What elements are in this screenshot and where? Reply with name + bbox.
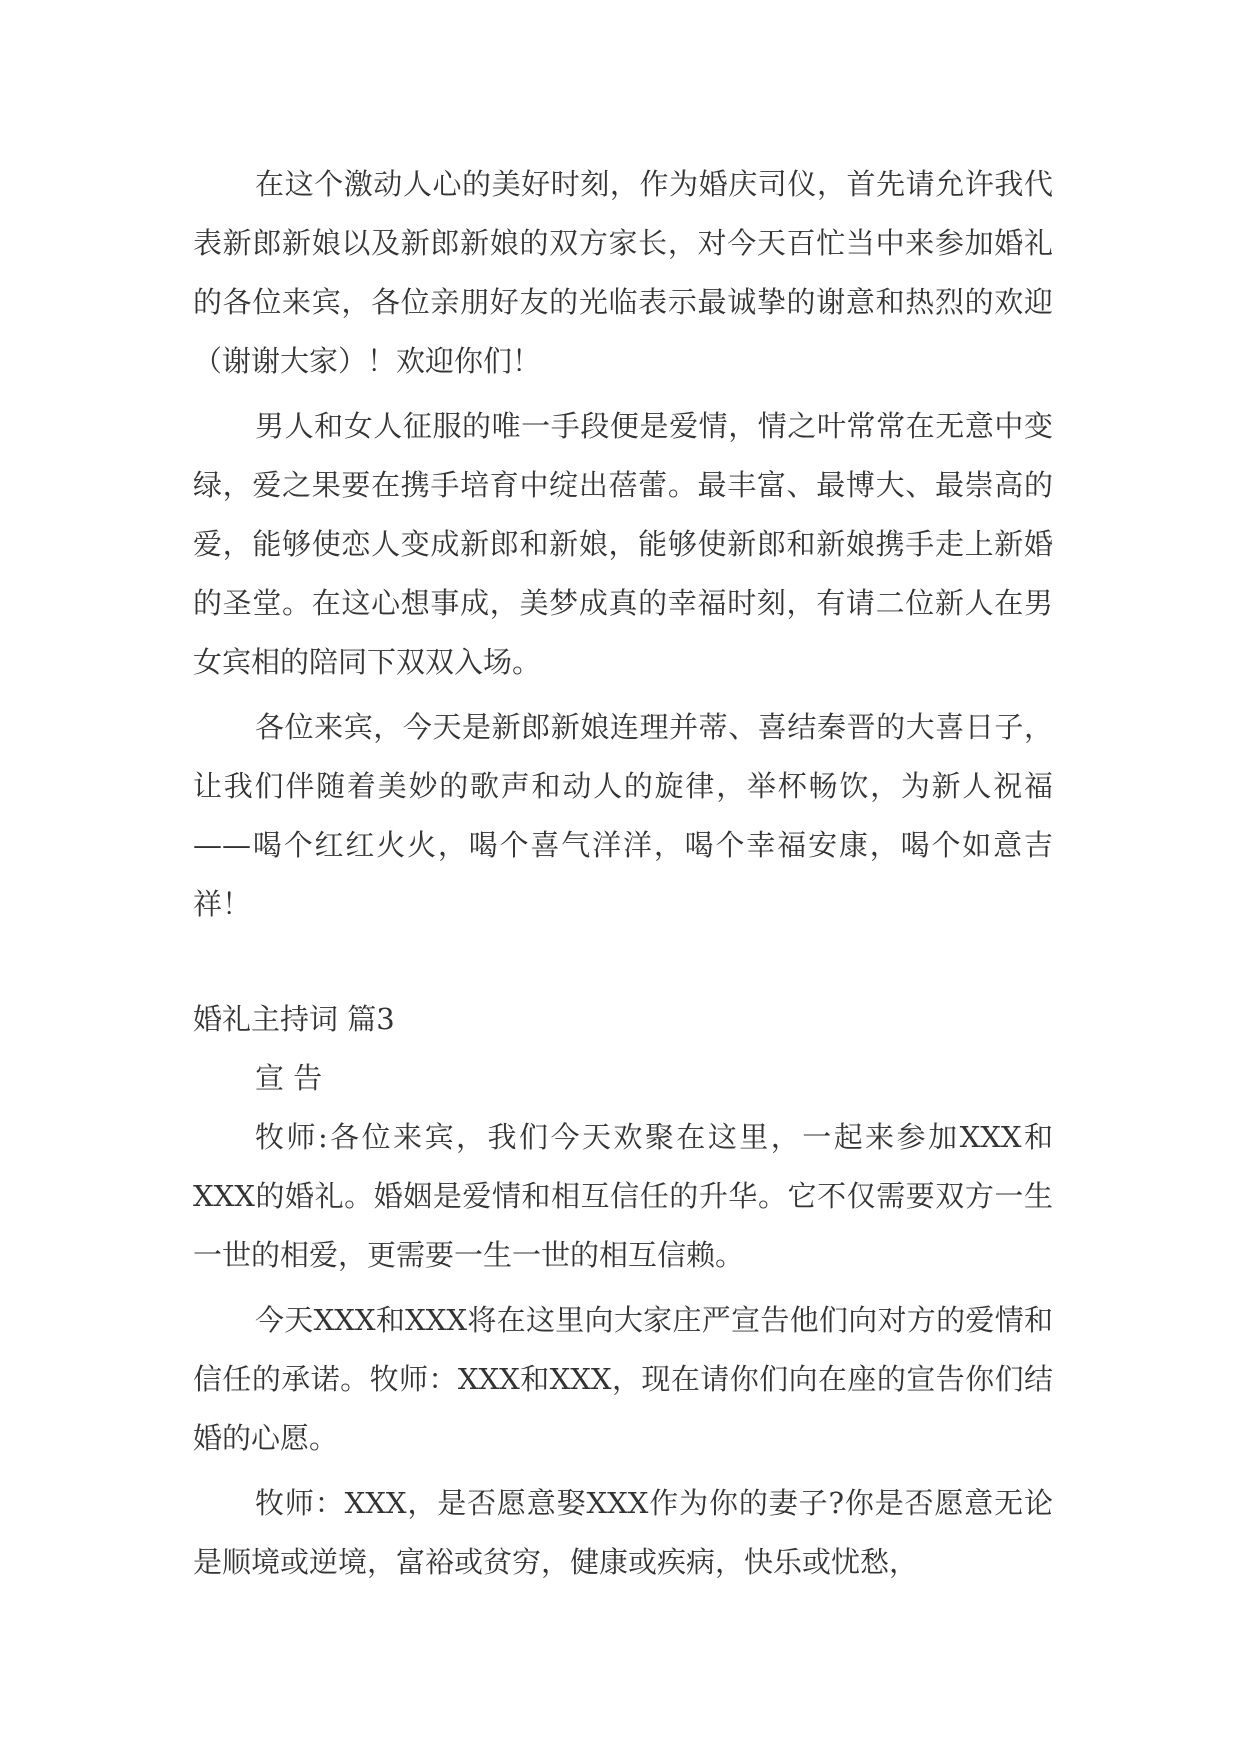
section-title: 婚礼主持词 篇3	[193, 1002, 395, 1036]
paragraph-pastor-opening: 牧师:各位来宾，我们今天欢聚在这里，一起来参加XXX和XXX的婚礼。婚姻是爱情和相互信任的升华。它不仅需要双方一生一世的相爱，更需要一生一世的相互信赖。	[193, 1120, 1053, 1272]
paragraph-vow-question: 牧师：XXX，是否愿意娶XXX作为你的妻子?你是否愿意无论是顺境或逆境，富裕或贫穷，健康或疾病，快乐或忧愁，	[193, 1486, 1053, 1579]
paragraph-welcome: 在这个激动人心的美好时刻，作为婚庆司仪，首先请允许我代表新郎新娘以及新郎新娘的双方家长，对今天百忙当中来参加婚礼的各位来宾，各位亲朋好友的光临表示最诚挚的谢意和热烈的欢迎（谢谢大家）！欢迎你们！	[193, 167, 1053, 378]
paragraph-declaration: 今天XXX和XXX将在这里向大家庄严宣告他们向对方的爱情和信任的承诺。牧师：XXX和XXX，现在请你们向在座的宣告你们结婚的心愿。	[193, 1303, 1053, 1455]
paragraph-toast: 各位来宾，今天是新郎新娘连理并蒂、喜结秦晋的大喜日子，让我们伴随着美妙的歌声和动人的旋律，举杯畅饮，为新人祝福——喝个红红火火，喝个喜气洋洋，喝个幸福安康，喝个如意吉祥！	[193, 710, 1053, 921]
section-subtitle: 宣 告	[255, 1061, 323, 1095]
paragraph-love: 男人和女人征服的唯一手段便是爱情，情之叶常常在无意中变绿，爱之果要在携手培育中绽出蓓蕾。最丰富、最博大、最崇高的爱，能够使恋人变成新郎和新娘，能够使新郎和新娘携手走上新婚的圣堂。在这心想事成，美梦成真的幸福时刻，有请二位新人在男女宾相的陪同下双双入场。	[193, 409, 1053, 679]
document-body	[193, 155, 1053, 1592]
